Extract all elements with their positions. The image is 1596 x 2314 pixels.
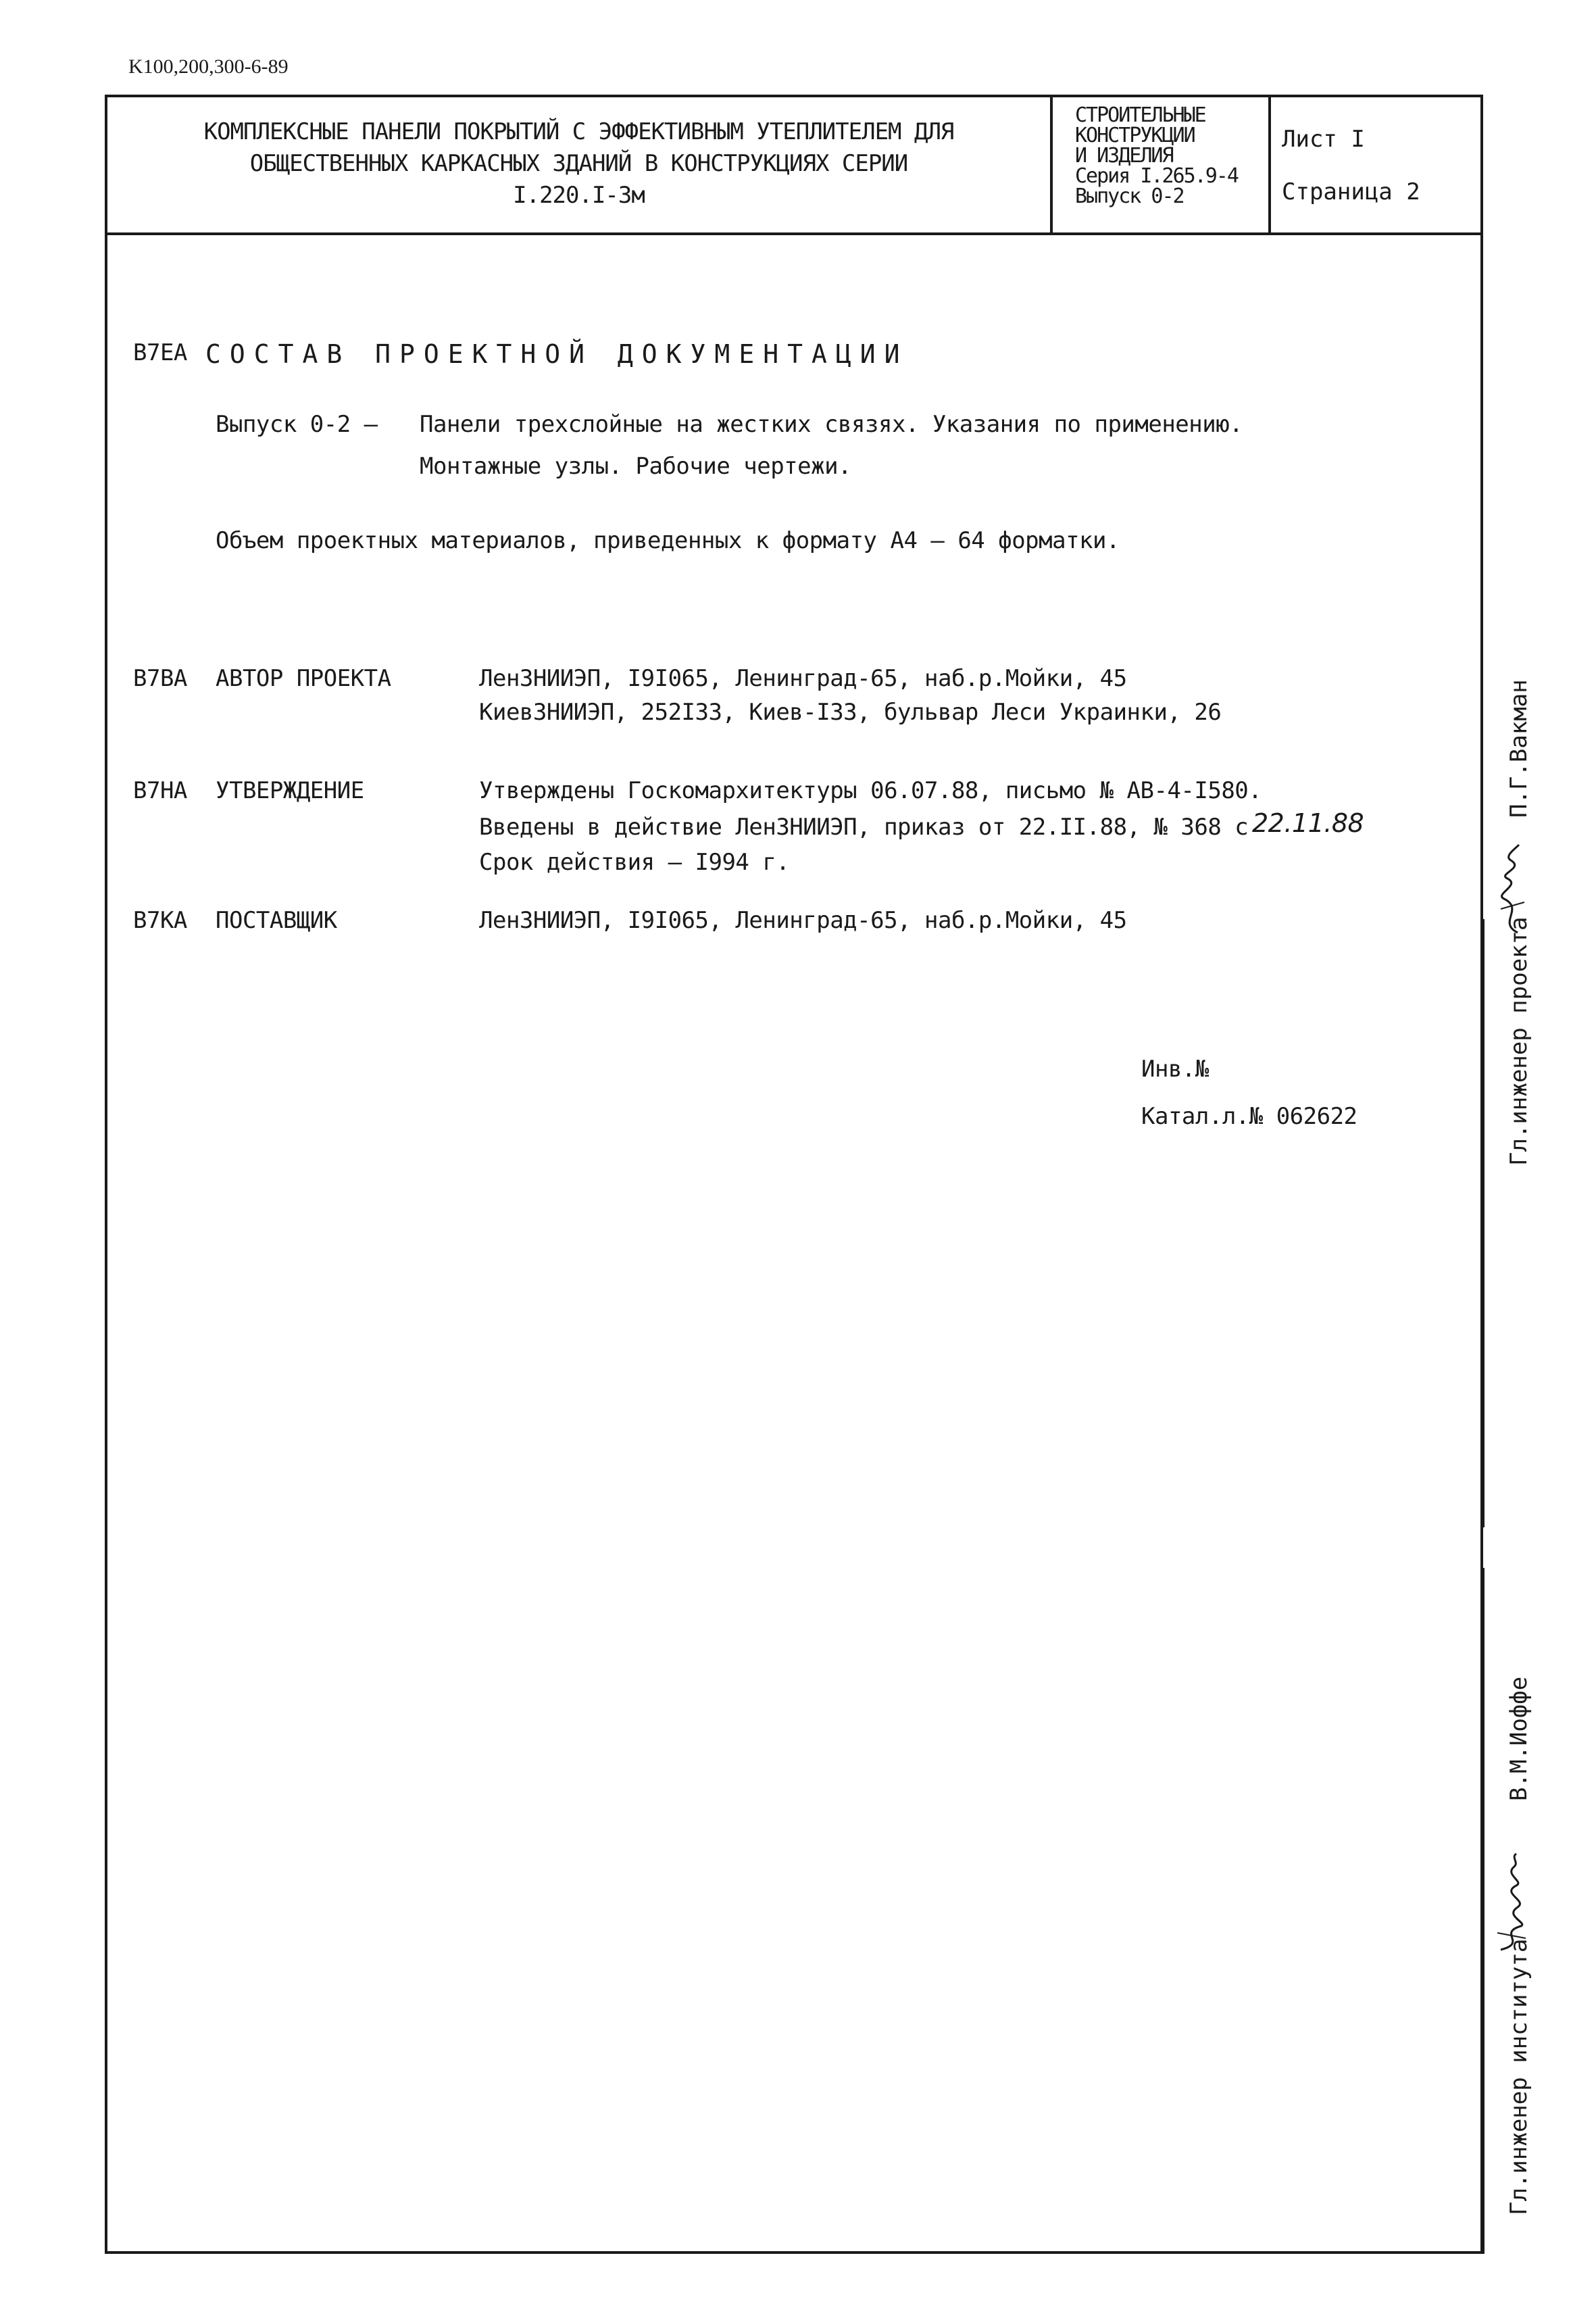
sheet-number: Лист I (1282, 126, 1365, 153)
handwritten-date: 22.11.88 (1252, 808, 1364, 838)
supplier-code: В7КА (133, 907, 187, 934)
title-line-3: I.220.I-3м (513, 182, 645, 209)
margin-line-lower (1482, 1568, 1485, 2254)
document-title (107, 116, 1050, 212)
title-divider (1050, 97, 1053, 232)
catalog-code: K100,200,300-6-89 (128, 55, 289, 78)
series-info (1075, 105, 1271, 207)
approval-line-1: Утверждены Госкомархитектуры 06.07.88, письмо № АВ-4-I580. (479, 777, 1262, 804)
supplier-label: ПОСТАВЩИК (216, 907, 337, 934)
title-block (107, 97, 1480, 235)
issue-description-line-2: Монтажные узлы. Рабочие чертежи. (420, 453, 852, 480)
author-label: АВТОР ПРОЕКТА (216, 665, 391, 692)
series-line-5: Выпуск 0-2 (1075, 184, 1184, 208)
chief-project-engineer-name: П.Г.Вакман (1505, 679, 1532, 818)
inventory-number: Инв.№ (1141, 1056, 1209, 1083)
margin-line-upper (1482, 919, 1485, 1527)
title-line-2: ОБЩЕСТВЕННЫХ КАРКАСНЫХ ЗДАНИЙ В КОНСТРУКЦИЯХ СЕРИИ (249, 150, 908, 177)
chief-project-engineer-signature (1491, 841, 1534, 936)
series-divider (1268, 97, 1271, 232)
approval-code: В7НА (133, 777, 187, 804)
series-line-1: СТРОИТЕЛЬНЫЕ (1075, 103, 1205, 127)
issue-description-line-1: Панели трехслойные на жестких связях. Указания по применению. (420, 411, 1243, 438)
approval-label: УТВЕРЖДЕНИЕ (216, 777, 364, 804)
author-line-2: КиевЗНИИЭП, 252I33, Киев-I33, бульвар Леси Украинки, 26 (479, 699, 1222, 726)
chief-project-engineer-label: Гл.инженер проекта (1505, 916, 1532, 1166)
author-line-1: ЛенЗНИИЭП, I9I065, Ленинград-65, наб.р.Мойки, 45 (479, 665, 1127, 692)
author-code: В7ВА (133, 665, 187, 692)
approval-line-2: Введены в действие ЛенЗНИИЭП, приказ от 22.II.88, № 368 с (479, 814, 1249, 841)
approval-line-3: Срок действия – I994 г. (479, 849, 790, 876)
volume-note: Объем проектных материалов, приведенных к формату А4 – 64 форматки. (216, 527, 1120, 554)
issue-label: Выпуск 0-2 – (216, 411, 378, 438)
series-line-4: Серия I.265.9-4 (1075, 164, 1238, 188)
section-title: СОСТАВ ПРОЕКТНОЙ ДОКУМЕНТАЦИИ (205, 339, 909, 369)
supplier-line-1: ЛенЗНИИЭП, I9I065, Ленинград-65, наб.р.Мойки, 45 (479, 907, 1127, 934)
section-code: В7ЕА (133, 339, 187, 366)
chief-institute-engineer-name: В.М.Иоффе (1505, 1676, 1532, 1801)
title-line-1: КОМПЛЕКСНЫЕ ПАНЕЛИ ПОКРЫТИЙ С ЭФФЕКТИВНЫМ УТЕПЛИТЕЛЕМ ДЛЯ (203, 118, 954, 145)
page-number: Страница 2 (1282, 178, 1420, 205)
series-line-3: И ИЗДЕЛИЯ (1075, 144, 1173, 168)
drawing-frame (105, 95, 1483, 2254)
series-line-2: КОНСТРУКЦИИ (1075, 124, 1195, 147)
chief-institute-engineer-label: Гл.инженер института (1505, 1938, 1532, 2215)
catalog-sheet-number: Катал.л.№ 062622 (1141, 1103, 1357, 1130)
chief-institute-engineer-signature (1491, 1852, 1534, 1953)
